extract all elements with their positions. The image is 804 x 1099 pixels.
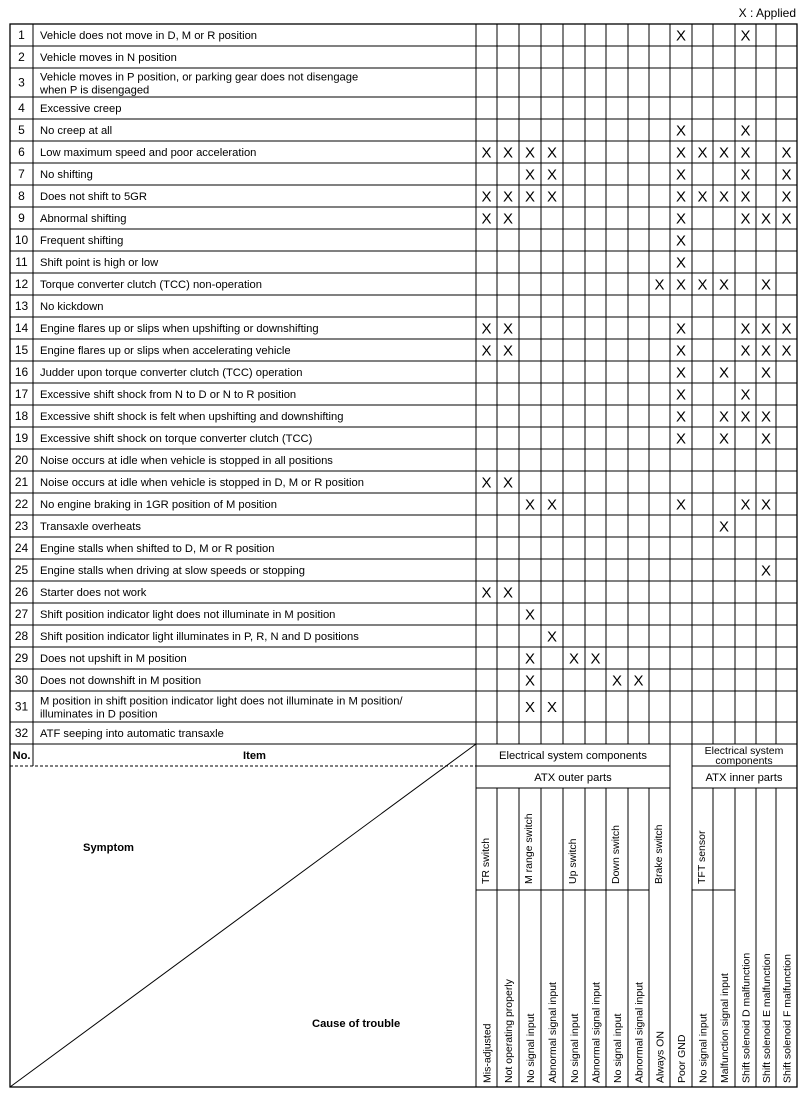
symptom-text: Does not downshift in M position bbox=[40, 675, 202, 687]
row-number: 18 bbox=[14, 409, 29, 423]
applied-mark: X bbox=[760, 408, 772, 426]
symptom-text: Transaxle overheats bbox=[40, 521, 141, 533]
row-number: 14 bbox=[14, 321, 29, 335]
symptom-text: Does not upshift in M position bbox=[40, 653, 187, 665]
part-name: Up switch bbox=[567, 838, 579, 884]
symptom-text: M position in shift position indicator light does not illuminate in M position/ bbox=[40, 695, 403, 708]
row-number: 27 bbox=[14, 607, 29, 621]
applied-mark: X bbox=[697, 144, 708, 162]
applied-mark: X bbox=[654, 276, 665, 294]
applied-mark: X bbox=[675, 408, 687, 426]
applied-mark: X bbox=[481, 144, 492, 162]
applied-mark: X bbox=[546, 699, 558, 716]
applied-mark: X bbox=[524, 144, 536, 162]
cause-label: Shift solenoid D malfunction bbox=[740, 952, 753, 1083]
applied-mark: X bbox=[740, 166, 751, 184]
row-number: 22 bbox=[14, 497, 29, 511]
cause-label: Poor GND bbox=[676, 1034, 688, 1083]
applied-mark: X bbox=[546, 496, 558, 514]
symptom-text: Engine flares up or slips when upshifting or downshifting bbox=[40, 323, 319, 335]
row-number: 24 bbox=[14, 541, 29, 555]
row-number: 21 bbox=[14, 475, 29, 489]
cause-label: Shift solenoid E malfunction bbox=[761, 953, 773, 1083]
applied-mark: X bbox=[781, 166, 792, 184]
cause-label: Not operating properly bbox=[503, 979, 515, 1083]
cause-label: No signal input bbox=[525, 1013, 537, 1083]
applied-mark: X bbox=[740, 27, 751, 45]
symptom-text: Excessive creep bbox=[40, 103, 122, 115]
part-name: Down switch bbox=[610, 825, 622, 884]
symptom-text: Judder upon torque converter clutch (TCC) operation bbox=[40, 367, 303, 379]
applied-mark: X bbox=[524, 699, 536, 716]
symptom-text: Torque converter clutch (TCC) non-operation bbox=[40, 279, 262, 291]
row-number: 5 bbox=[18, 123, 25, 137]
group-label: Electrical system components bbox=[499, 750, 647, 762]
applied-mark: X bbox=[611, 672, 623, 690]
symptom-text: No creep at all bbox=[40, 125, 113, 137]
applied-mark: X bbox=[524, 650, 536, 668]
symptom-text: Excessive shift shock on torque converter clutch (TCC) bbox=[40, 433, 313, 445]
applied-mark: X bbox=[740, 188, 751, 206]
applied-mark: X bbox=[502, 584, 514, 602]
symptom-text: Vehicle moves in P position, or parking gear does not disengage bbox=[40, 71, 359, 84]
applied-mark: X bbox=[590, 650, 601, 668]
symptom-text: Abnormal shifting bbox=[40, 213, 127, 225]
cause-label: Mis-adjusted bbox=[481, 1023, 494, 1083]
cause-label: No signal input bbox=[697, 1013, 710, 1083]
applied-mark: X bbox=[740, 320, 751, 338]
symptom-text: Vehicle does not move in D, M or R position bbox=[40, 30, 258, 42]
applied-mark: X bbox=[740, 210, 751, 228]
legend: X : Applied bbox=[738, 6, 796, 20]
row-number: 17 bbox=[14, 387, 29, 401]
row-number: 7 bbox=[18, 167, 25, 181]
applied-mark: X bbox=[760, 430, 772, 448]
part-name: M range switch bbox=[523, 813, 535, 884]
applied-mark: X bbox=[546, 166, 558, 184]
applied-mark: X bbox=[675, 210, 687, 228]
part-name: TFT sensor bbox=[696, 830, 708, 884]
applied-mark: X bbox=[675, 430, 687, 448]
applied-mark: X bbox=[481, 320, 492, 338]
applied-mark: X bbox=[760, 320, 772, 338]
applied-mark: X bbox=[502, 144, 514, 162]
applied-mark: X bbox=[760, 342, 772, 360]
applied-mark: X bbox=[718, 430, 730, 448]
outer-parts-label: ATX outer parts bbox=[534, 772, 612, 784]
diagonal-line bbox=[10, 744, 476, 1087]
applied-mark: X bbox=[546, 144, 558, 162]
symptom-text: No shifting bbox=[40, 169, 93, 181]
applied-mark: X bbox=[481, 210, 492, 228]
group-label: components bbox=[715, 755, 773, 767]
applied-mark: X bbox=[675, 320, 687, 338]
applied-mark: X bbox=[718, 144, 730, 162]
symptom-text: Engine flares up or slips when accelerating vehicle bbox=[40, 345, 291, 357]
applied-mark: X bbox=[760, 210, 772, 228]
applied-mark: X bbox=[740, 342, 751, 360]
symptom-text: Noise occurs at idle when vehicle is stopped in all positions bbox=[40, 455, 333, 467]
applied-mark: X bbox=[740, 122, 751, 140]
symptom-text: Does not shift to 5GR bbox=[40, 191, 147, 203]
applied-mark: X bbox=[502, 188, 514, 206]
applied-mark: X bbox=[740, 408, 751, 426]
cause-label: No signal input bbox=[612, 1013, 624, 1083]
applied-mark: X bbox=[546, 188, 558, 206]
row-number: 30 bbox=[14, 673, 29, 687]
part-name: TR switch bbox=[480, 837, 492, 884]
applied-mark: X bbox=[781, 144, 792, 162]
symptom-text: when P is disengaged bbox=[40, 84, 150, 97]
applied-mark: X bbox=[675, 166, 687, 184]
symptom-text: Shift position indicator light illuminates in P, R, N and D positions bbox=[40, 631, 359, 643]
row-number: 1 bbox=[18, 28, 25, 42]
symptom-text: Vehicle moves in N position bbox=[40, 52, 177, 64]
applied-mark: X bbox=[675, 254, 687, 272]
applied-mark: X bbox=[502, 342, 514, 360]
row-number: 10 bbox=[14, 233, 29, 247]
applied-mark: X bbox=[740, 496, 751, 514]
applied-mark: X bbox=[481, 342, 492, 360]
row-number: 13 bbox=[14, 299, 29, 313]
no-header: No. bbox=[12, 750, 31, 762]
applied-mark: X bbox=[675, 342, 687, 360]
applied-mark: X bbox=[675, 364, 687, 382]
cause-label: No signal input bbox=[569, 1013, 581, 1083]
applied-mark: X bbox=[718, 188, 730, 206]
part-name: Brake switch bbox=[653, 824, 665, 884]
applied-mark: X bbox=[524, 606, 536, 624]
symptom-text: Engine stalls when driving at slow speeds or stopping bbox=[40, 565, 305, 577]
applied-mark: X bbox=[675, 188, 687, 206]
row-number: 23 bbox=[14, 519, 29, 533]
row-number: 29 bbox=[14, 651, 29, 665]
applied-mark: X bbox=[781, 320, 792, 338]
applied-mark: X bbox=[675, 232, 687, 250]
applied-mark: X bbox=[675, 496, 687, 514]
row-number: 20 bbox=[14, 453, 29, 467]
symptom-text: No kickdown bbox=[40, 301, 104, 313]
applied-mark: X bbox=[760, 496, 772, 514]
applied-mark: X bbox=[546, 628, 558, 646]
applied-mark: X bbox=[781, 210, 792, 228]
applied-mark: X bbox=[718, 408, 730, 426]
applied-mark: X bbox=[675, 27, 687, 45]
symptom-text: Noise occurs at idle when vehicle is stopped in D, M or R position bbox=[40, 477, 364, 489]
applied-mark: X bbox=[760, 364, 772, 382]
applied-mark: X bbox=[481, 474, 492, 492]
row-number: 11 bbox=[15, 255, 28, 269]
row-number: 16 bbox=[14, 365, 29, 379]
row-number: 8 bbox=[18, 189, 25, 203]
cause-label: Abnormal signal input bbox=[547, 982, 559, 1083]
applied-mark: X bbox=[524, 166, 536, 184]
applied-mark: X bbox=[633, 672, 644, 690]
applied-mark: X bbox=[697, 188, 708, 206]
inner-parts-label: ATX inner parts bbox=[705, 772, 783, 784]
symptom-label: Symptom bbox=[83, 842, 134, 854]
symptom-text: Excessive shift shock is felt when upshifting and downshifting bbox=[40, 411, 344, 423]
symptom-text: Low maximum speed and poor acceleration bbox=[40, 147, 257, 159]
row-number: 32 bbox=[14, 726, 29, 740]
row-number: 4 bbox=[18, 101, 25, 115]
symptom-text: No engine braking in 1GR position of M position bbox=[40, 499, 277, 511]
row-number: 26 bbox=[14, 585, 29, 599]
symptom-text: ATF seeping into automatic transaxle bbox=[40, 728, 224, 740]
applied-mark: X bbox=[502, 474, 514, 492]
applied-mark: X bbox=[718, 518, 730, 536]
applied-mark: X bbox=[524, 188, 536, 206]
applied-mark: X bbox=[781, 188, 792, 206]
applied-mark: X bbox=[675, 276, 687, 294]
applied-mark: X bbox=[718, 364, 730, 382]
applied-mark: X bbox=[481, 584, 492, 602]
cause-label: Shift solenoid F malfunction bbox=[781, 954, 794, 1083]
applied-mark: X bbox=[781, 342, 792, 360]
row-number: 2 bbox=[18, 50, 25, 64]
applied-mark: X bbox=[502, 320, 514, 338]
symptom-text: Frequent shifting bbox=[40, 235, 124, 247]
applied-mark: X bbox=[718, 276, 730, 294]
item-header: Item bbox=[242, 750, 267, 762]
symptom-text: Excessive shift shock from N to D or N to R position bbox=[40, 389, 297, 401]
row-number: 12 bbox=[14, 277, 29, 291]
row-number: 6 bbox=[18, 145, 25, 159]
row-number: 15 bbox=[14, 343, 29, 357]
cause-label: Malfunction signal input bbox=[719, 973, 731, 1083]
group-label: Electrical system bbox=[704, 745, 784, 757]
row-number: 19 bbox=[14, 431, 29, 445]
cause-label: Abnormal signal input bbox=[590, 982, 603, 1083]
applied-mark: X bbox=[524, 496, 536, 514]
applied-mark: X bbox=[675, 386, 687, 404]
cause-label: Cause of trouble bbox=[312, 1018, 401, 1030]
applied-mark: X bbox=[502, 210, 514, 228]
symptom-text: illuminates in D position bbox=[40, 708, 158, 721]
applied-mark: X bbox=[675, 144, 687, 162]
applied-mark: X bbox=[760, 562, 772, 580]
row-number: 3 bbox=[18, 75, 25, 90]
applied-mark: X bbox=[760, 276, 772, 294]
symptom-text: Starter does not work bbox=[40, 587, 147, 599]
row-number: 31 bbox=[14, 699, 29, 714]
applied-mark: X bbox=[740, 386, 751, 404]
symptom-text: Shift point is high or low bbox=[40, 257, 159, 269]
cause-label: Always ON bbox=[654, 1031, 667, 1083]
symptom-text: Engine stalls when shifted to D, M or R position bbox=[40, 543, 275, 555]
applied-mark: X bbox=[568, 650, 580, 668]
row-number: 25 bbox=[14, 563, 29, 577]
applied-mark: X bbox=[697, 276, 708, 294]
symptom-text: Shift position indicator light does not illuminate in M position bbox=[40, 609, 336, 621]
applied-mark: X bbox=[524, 672, 536, 690]
row-number: 28 bbox=[14, 629, 29, 643]
cause-label: Abnormal signal input bbox=[633, 982, 646, 1083]
applied-mark: X bbox=[675, 122, 687, 140]
row-number: 9 bbox=[18, 211, 25, 225]
applied-mark: X bbox=[740, 144, 751, 162]
applied-mark: X bbox=[481, 188, 492, 206]
